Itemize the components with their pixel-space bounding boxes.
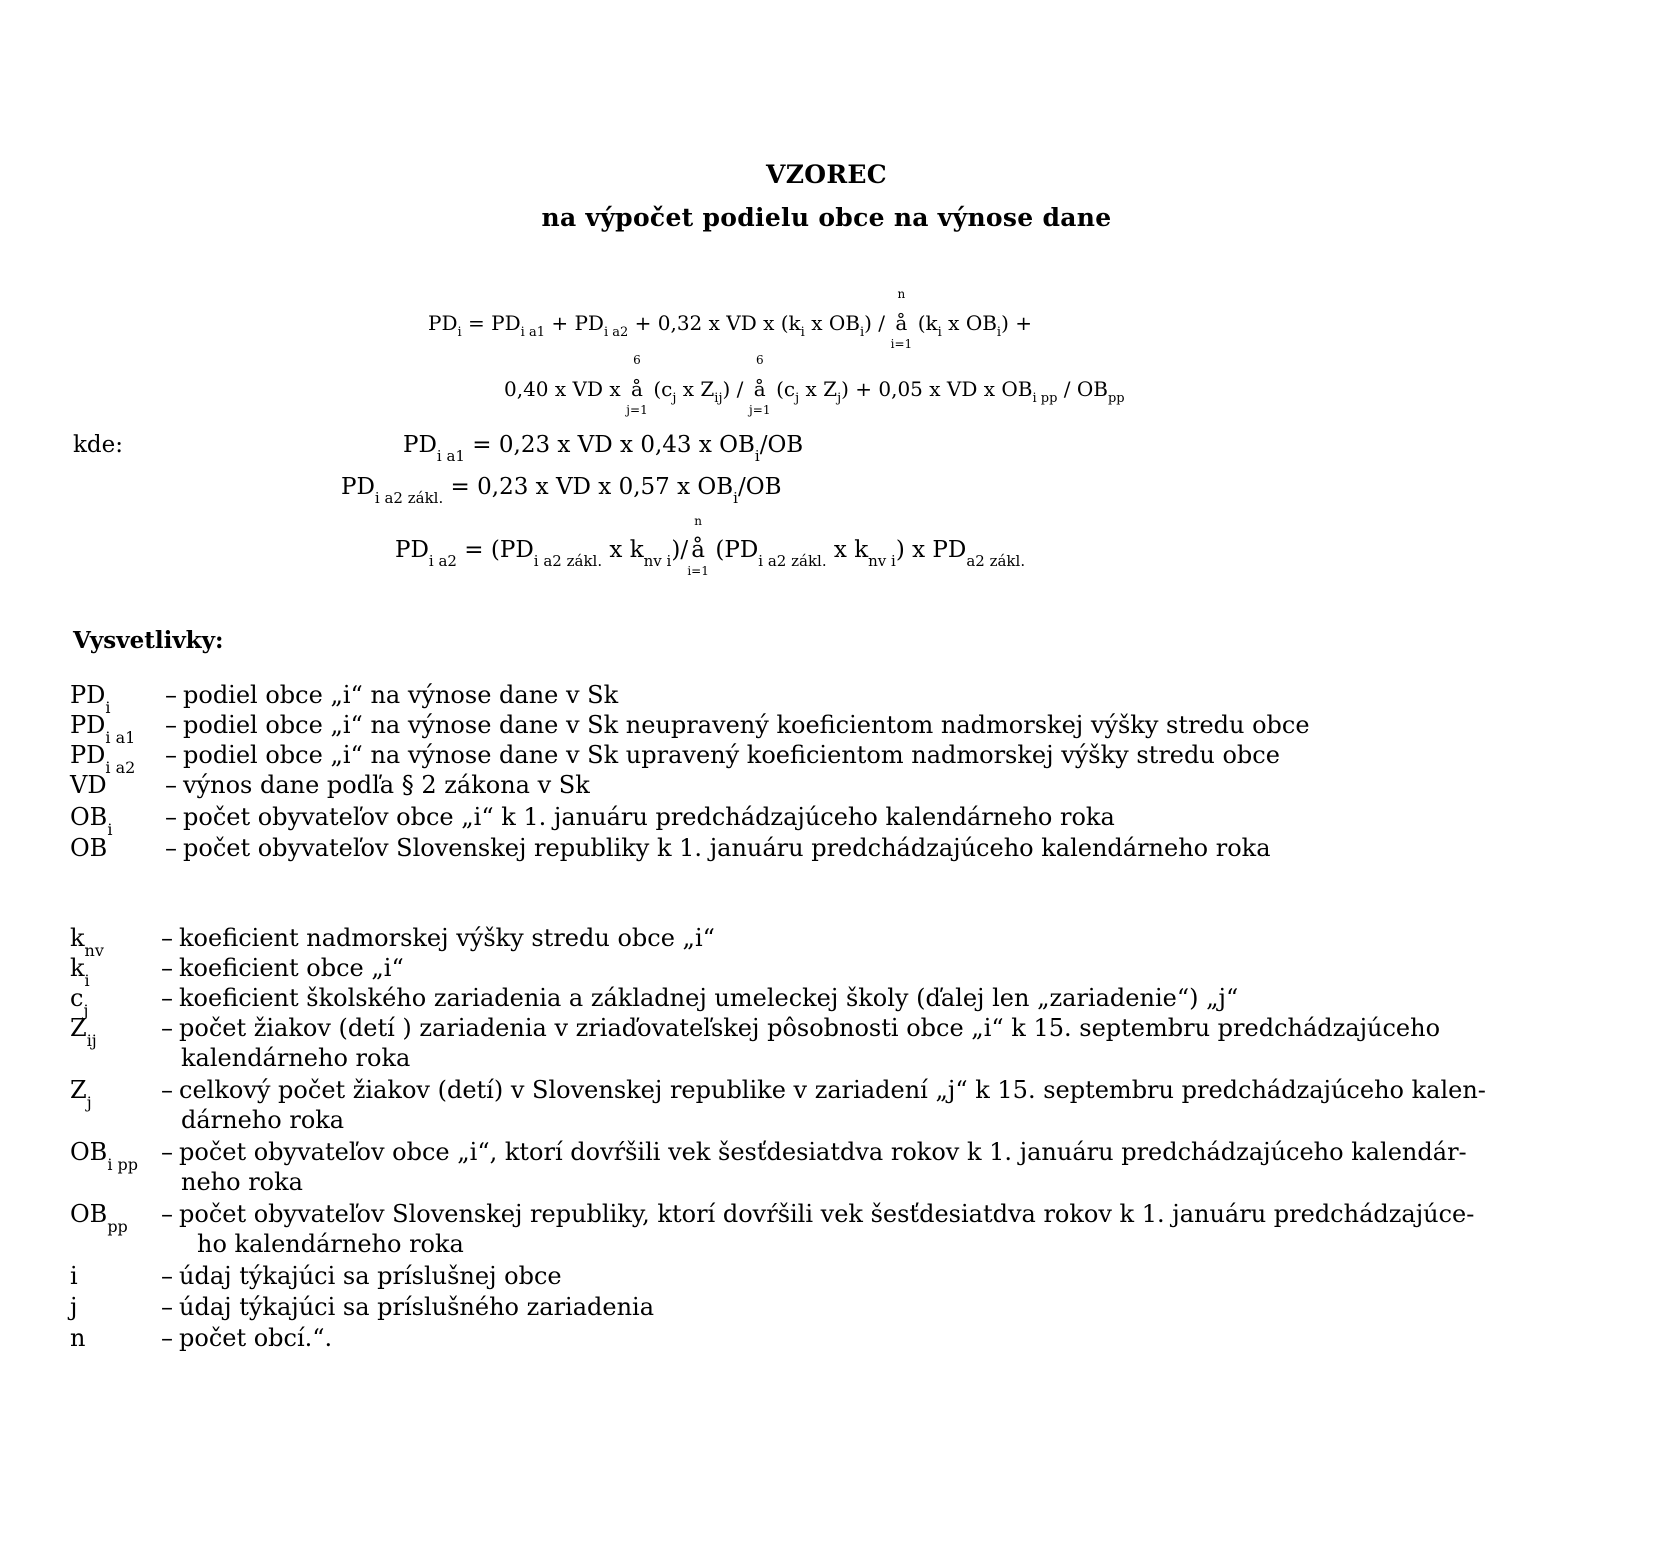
- formula-line-2: 0,40 x VD x å 6 j=1 ($c_j$ x $Z_{ij}$) / å 6 j=1 ($c_j$ x $Z_j) + 0,05$ x VD x $OB_{i pp} / OB_{pp}$: [504, 353, 1125, 417]
- definition-item: $Z_j$ – celkový počet žiakov (detí) v Slovenskej republike v zariadení „j“ k 15. septembru predchádzajúceho kalen- dárneho roka: [70, 1075, 1600, 1135]
- formula-line-pd-a2: $PD_{i a2} = (PD_{i a2 zákl.}$ x $k_{nv i})/$ å n i=1 ($PD_{i a2 zákl.}$ x $k_{nv i}$) x $PD_{a2 zákl.}$: [395, 514, 1026, 578]
- definition-item: $OB_{pp}$ – počet obyvateľov Slovenskej republiky, ktorí dovŕšili vek šesťdesiatdva rokov k 1. januáru predchádzajúce- ho kalendárneho roka: [70, 1199, 1600, 1259]
- definition-symbol: $OB_{i pp}$: [70, 1138, 138, 1174]
- definition-text: údaj týkajúci sa príslušného zariadenia: [179, 1293, 655, 1321]
- definition-text: údaj týkajúci sa príslušnej obce: [179, 1262, 562, 1290]
- definition-text: výnos dane podľa § 2 zákona v Sk: [183, 771, 590, 799]
- page-subtitle: na výpočet podielu obce na výnose dane: [541, 203, 1112, 232]
- definition-item: n – počet obcí.“.: [70, 1324, 333, 1352]
- summation-symbol: å 6 j=1: [749, 353, 771, 417]
- definition-continuation: neho roka: [181, 1168, 303, 1196]
- formula-line-pd-a1: $PD_{i a1} = 0,23$ x VD x 0,43 x $OB_i/OB$: [403, 432, 804, 465]
- definition-item: $OB_{i pp}$ – počet obyvateľov obce „i“, ktorí dovŕšili vek šesťdesiatdva rokov k 1. januáru predchádzajúceho kalendár- neho roka: [70, 1137, 1600, 1197]
- definition-symbol: VD: [70, 771, 107, 799]
- definition-text: počet obyvateľov obce „i“ k 1. januáru predchádzajúceho kalendárneho roka: [183, 803, 1115, 831]
- definition-symbol: $OB_{pp}$: [70, 1200, 128, 1236]
- definition-item: i – údaj týkajúci sa príslušnej obce: [70, 1262, 562, 1290]
- definition-text: podiel obce „i“ na výnose dane v Sk upravený koeficientom nadmorskej výšky stredu obce: [183, 741, 1280, 769]
- definition-symbol: OB: [70, 834, 108, 862]
- formula-term: PD: [491, 311, 521, 335]
- definition-symbol: $k_i$: [70, 954, 90, 990]
- where-label: kde:: [73, 432, 124, 458]
- definition-symbol: $k_{nv}$: [70, 924, 104, 960]
- definition-text: počet obyvateľov obce „i“, ktorí dovŕšili vek šesťdesiatdva rokov k 1. januáru predchádzajúceho kalendár-: [179, 1138, 1467, 1166]
- definition-text: počet obyvateľov Slovenskej republiky k 1. januáru predchádzajúceho kalendárneho roka: [183, 834, 1271, 862]
- definition-symbol: i: [70, 1262, 78, 1290]
- definition-symbol: j: [70, 1293, 78, 1321]
- summation-symbol: å n i=1: [890, 287, 913, 351]
- formula-sub: i: [457, 325, 462, 340]
- definition-symbol: $Z_j$: [70, 1076, 92, 1112]
- definition-text: podiel obce „i“ na výnose dane v Sk: [183, 681, 619, 709]
- definition-text: počet žiakov (detí ) zariadenia v zriaďovateľskej pôsobnosti obce „i“ k 15. septembru predchádzajúceho: [179, 1014, 1441, 1042]
- definition-symbol: $OB_i$: [70, 803, 113, 839]
- summation-symbol: å 6 j=1: [626, 353, 648, 417]
- definition-item: $c_j$ – koeficient školského zariadenia a základnej umeleckej školy (ďalej len „zariadenie“) „j“: [70, 984, 1239, 1020]
- definition-item: $PD_i$ – podiel obce „i“ na výnose dane v Sk: [70, 681, 619, 717]
- definition-text: celkový počet žiakov (detí) v Slovenskej republike v zariadení „j“ k 15. septembru predchádzajúceho kalen-: [179, 1076, 1486, 1104]
- definition-text: počet obyvateľov Slovenskej republiky, ktorí dovŕšili vek šesťdesiatdva rokov k 1. januáru predchádzajúce-: [179, 1200, 1475, 1228]
- definition-symbol: $c_j$: [70, 984, 89, 1020]
- definition-continuation: ho kalendárneho roka: [197, 1230, 464, 1258]
- definition-continuation: dárneho roka: [181, 1106, 345, 1134]
- definition-text: koeficient školského zariadenia a základnej umeleckej školy (ďalej len „zariadenie“) „j“: [179, 984, 1239, 1012]
- definition-item: $PD_{i a1}$ – podiel obce „i“ na výnose dane v Sk neupravený koeficientom nadmorskej výšky stredu obce: [70, 711, 1310, 747]
- definition-item: j – údaj týkajúci sa príslušného zariadenia: [70, 1293, 655, 1321]
- page-title: VZOREC: [766, 160, 887, 189]
- definition-symbol: $Z_{ij}$: [70, 1014, 97, 1050]
- definition-symbol: $PD_{i a1}$: [70, 711, 136, 747]
- definition-text: koeficient obce „i“: [179, 954, 404, 982]
- definition-item: $OB_i$ – počet obyvateľov obce „i“ k 1. januáru predchádzajúceho kalendárneho roka: [70, 803, 1115, 839]
- definition-text: počet obcí.“.: [179, 1324, 333, 1352]
- formula-line-pd-a2-zakl: $PD_{i a2 zákl.} = 0,23$ x VD x 0,57 x $OB_i/OB$: [341, 474, 782, 507]
- formula-term: PD: [428, 311, 458, 335]
- definition-continuation: kalendárneho roka: [181, 1044, 411, 1072]
- definition-item: $Z_{ij}$ – počet žiakov (detí ) zariadenia v zriaďovateľskej pôsobnosti obce „i“ k 15. septembru predchádzajúceho kalendárneho roka: [70, 1013, 1600, 1073]
- definition-symbol: n: [70, 1324, 86, 1352]
- summation-symbol: å n i=1: [687, 514, 709, 578]
- definition-symbol: $PD_{i a2}$: [70, 741, 136, 777]
- definition-item: $PD_{i a2}$ – podiel obce „i“ na výnose dane v Sk upravený koeficientom nadmorskej výšky stredu obce: [70, 741, 1280, 777]
- definition-item: VD – výnos dane podľa § 2 zákona v Sk: [70, 771, 590, 799]
- formula-line-1: $PD_i = PD_{i a1} + PD_{i a2} + 0,32$ x VD x ($k_i$ x $OB_i$) / å n i=1 ($k_i$ x $OB_i$) +: [428, 287, 1033, 351]
- definition-text: koeficient nadmorskej výšky stredu obce „i“: [179, 924, 715, 952]
- definition-item: $k_i$ – koeficient obce „i“: [70, 954, 404, 990]
- definition-item: $k_{nv}$ – koeficient nadmorskej výšky stredu obce „i“: [70, 924, 715, 960]
- definition-item: OB – počet obyvateľov Slovenskej republiky k 1. januáru predchádzajúceho kalendárneho roka: [70, 834, 1271, 862]
- definition-text: podiel obce „i“ na výnose dane v Sk neupravený koeficientom nadmorskej výšky stredu obce: [183, 711, 1310, 739]
- definition-symbol: $PD_i$: [70, 681, 111, 717]
- explanations-heading: Vysvetlivky:: [73, 627, 224, 654]
